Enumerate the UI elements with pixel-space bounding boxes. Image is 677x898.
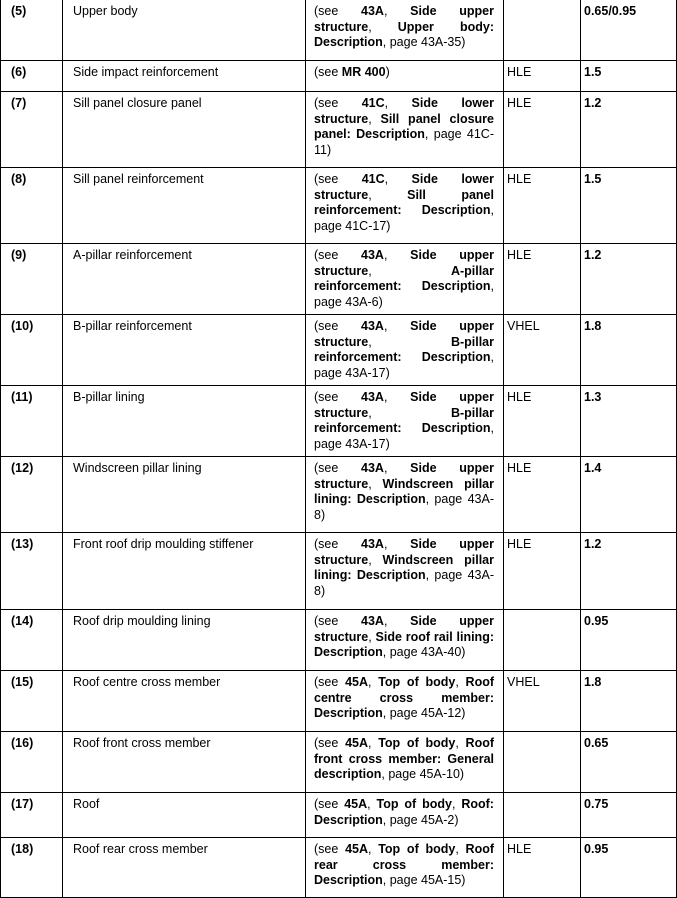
part-reference: (see 43A, Side upper structure, B-pillar reinforcement: Description, page 43A-17) bbox=[306, 386, 504, 457]
steel-grade: HLE bbox=[504, 386, 581, 457]
part-reference: (see 45A, Top of body, Roof: Description, page 45A-2) bbox=[306, 793, 504, 838]
part-reference: (see 43A, Side upper structure, Upper body: Description, page 43A-35) bbox=[306, 0, 504, 61]
steel-grade: HLE bbox=[504, 533, 581, 610]
steel-grade: HLE bbox=[504, 244, 581, 315]
part-reference: (see 43A, Side upper structure, Windscreen pillar lining: Description, page 43A-8) bbox=[306, 533, 504, 610]
part-name: Sill panel reinforcement bbox=[63, 168, 306, 244]
steel-grade: HLE bbox=[504, 838, 581, 898]
steel-grade: HLE bbox=[504, 61, 581, 92]
thickness-value: 1.5 bbox=[581, 61, 677, 92]
part-name: Roof bbox=[63, 793, 306, 838]
row-number: (5) bbox=[1, 0, 63, 61]
thickness-value: 0.75 bbox=[581, 793, 677, 838]
table-row bbox=[1, 610, 677, 671]
table-row bbox=[1, 457, 677, 533]
thickness-value: 1.4 bbox=[581, 457, 677, 533]
row-number: (18) bbox=[1, 838, 63, 898]
row-number: (6) bbox=[1, 61, 63, 92]
part-name: Windscreen pillar lining bbox=[63, 457, 306, 533]
part-name: Roof rear cross member bbox=[63, 838, 306, 898]
table-row bbox=[1, 61, 677, 92]
steel-grade bbox=[504, 0, 581, 61]
table-row bbox=[1, 386, 677, 457]
part-name: Sill panel closure panel bbox=[63, 92, 306, 168]
thickness-value: 0.65/0.95 bbox=[581, 0, 677, 61]
part-reference: (see 41C, Side lower structure, Sill panel closure panel: Description, page 41C-11) bbox=[306, 92, 504, 168]
row-number: (16) bbox=[1, 732, 63, 793]
row-number: (14) bbox=[1, 610, 63, 671]
part-name: Front roof drip moulding stiffener bbox=[63, 533, 306, 610]
table-row bbox=[1, 533, 677, 610]
table-row bbox=[1, 168, 677, 244]
row-number: (10) bbox=[1, 315, 63, 386]
steel-grade: VHEL bbox=[504, 671, 581, 732]
steel-grade: HLE bbox=[504, 457, 581, 533]
steel-grade: HLE bbox=[504, 92, 581, 168]
part-reference: (see 45A, Top of body, Roof rear cross member: Description, page 45A-15) bbox=[306, 838, 504, 898]
steel-grade bbox=[504, 793, 581, 838]
part-reference: (see 43A, Side upper structure, Windscreen pillar lining: Description, page 43A-8) bbox=[306, 457, 504, 533]
part-reference: (see MR 400) bbox=[306, 61, 504, 92]
part-name: B-pillar reinforcement bbox=[63, 315, 306, 386]
part-name: Side impact reinforcement bbox=[63, 61, 306, 92]
steel-grade bbox=[504, 610, 581, 671]
thickness-value: 0.95 bbox=[581, 838, 677, 898]
thickness-value: 1.8 bbox=[581, 315, 677, 386]
thickness-value: 1.2 bbox=[581, 533, 677, 610]
parts-table-body bbox=[1, 0, 677, 898]
row-number: (12) bbox=[1, 457, 63, 533]
part-name: Roof drip moulding lining bbox=[63, 610, 306, 671]
part-reference: (see 45A, Top of body, Roof front cross member: General description, page 45A-10) bbox=[306, 732, 504, 793]
steel-grade: VHEL bbox=[504, 315, 581, 386]
part-name: Upper body bbox=[63, 0, 306, 61]
part-reference: (see 45A, Top of body, Roof centre cross member: Description, page 45A-12) bbox=[306, 671, 504, 732]
row-number: (13) bbox=[1, 533, 63, 610]
table-row bbox=[1, 671, 677, 732]
row-number: (8) bbox=[1, 168, 63, 244]
row-number: (9) bbox=[1, 244, 63, 315]
table-row bbox=[1, 244, 677, 315]
thickness-value: 0.95 bbox=[581, 610, 677, 671]
row-number: (15) bbox=[1, 671, 63, 732]
part-reference: (see 43A, Side upper structure, B-pillar reinforcement: Description, page 43A-17) bbox=[306, 315, 504, 386]
part-name: B-pillar lining bbox=[63, 386, 306, 457]
thickness-value: 1.5 bbox=[581, 168, 677, 244]
steel-grade: HLE bbox=[504, 168, 581, 244]
row-number: (17) bbox=[1, 793, 63, 838]
thickness-value: 1.2 bbox=[581, 244, 677, 315]
table-row bbox=[1, 732, 677, 793]
thickness-value: 1.2 bbox=[581, 92, 677, 168]
table-row bbox=[1, 315, 677, 386]
part-name: Roof front cross member bbox=[63, 732, 306, 793]
row-number: (11) bbox=[1, 386, 63, 457]
part-reference: (see 43A, Side upper structure, Side roof rail lining: Description, page 43A-40) bbox=[306, 610, 504, 671]
row-number: (7) bbox=[1, 92, 63, 168]
thickness-value: 1.3 bbox=[581, 386, 677, 457]
thickness-value: 0.65 bbox=[581, 732, 677, 793]
part-name: A-pillar reinforcement bbox=[63, 244, 306, 315]
steel-grade bbox=[504, 732, 581, 793]
table-row bbox=[1, 0, 677, 61]
thickness-value: 1.8 bbox=[581, 671, 677, 732]
part-reference: (see 41C, Side lower structure, Sill panel reinforcement: Description, page 41C-17) bbox=[306, 168, 504, 244]
part-reference: (see 43A, Side upper structure, A-pillar reinforcement: Description, page 43A-6) bbox=[306, 244, 504, 315]
table-row bbox=[1, 92, 677, 168]
table-row bbox=[1, 793, 677, 838]
part-name: Roof centre cross member bbox=[63, 671, 306, 732]
